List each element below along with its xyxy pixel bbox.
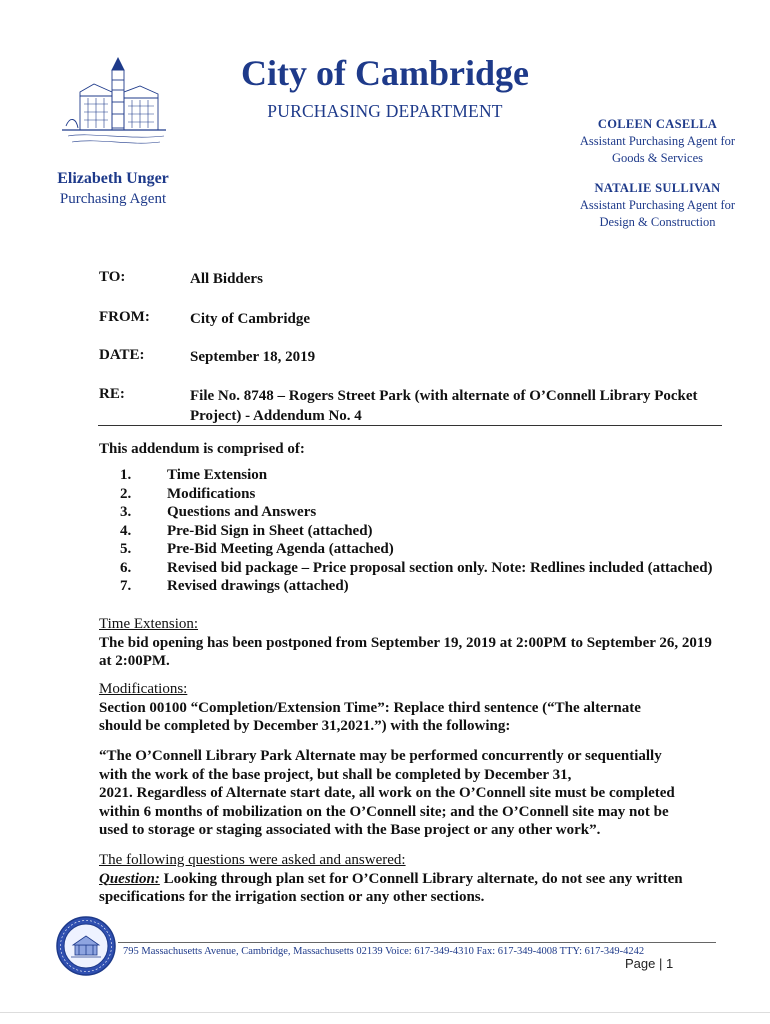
memo-label: RE: [99, 386, 125, 402]
question [99, 870, 729, 889]
page-title: City of Cambridge [241, 53, 529, 93]
paragraph-line: Section 00100 “Completion/Extension Time”: Replace third sentence (“The alternate [99, 699, 641, 716]
paragraph-line: specifications for the irrigation section or any other sections. [99, 889, 485, 905]
paragraph-line: Looking through plan set for O’Connell Library alternate, do not see any written [159, 870, 683, 887]
paragraph-line: at 2:00PM. [99, 653, 170, 669]
department-name: PURCHASING DEPARTMENT [267, 101, 503, 121]
list-item: 1. Time Extension [120, 467, 268, 483]
memo-value: City of Cambridge [190, 311, 310, 327]
section-heading: Modifications: [99, 681, 188, 697]
staff-title: Assistant Purchasing Agent for [579, 198, 736, 212]
paragraph-line: “The O’Connell Library Park Alternate may be performed concurrently or sequentially [99, 748, 662, 764]
divider [98, 425, 722, 426]
paragraph-line: The bid opening has been postponed from September 19, 2019 at 2:00PM to September 26, 2019 [99, 634, 712, 651]
memo-re [99, 386, 720, 426]
addendum-list [120, 466, 713, 596]
list-item: 7. Revised drawings (attached) [120, 578, 349, 594]
staff-title: Assistant Purchasing Agent for [579, 134, 736, 148]
list-item: 4. Pre-Bid Sign in Sheet (attached) [120, 522, 373, 539]
list-item: 6. Revised bid package – Price proposal section only. Note: Redlines included (attached) [120, 559, 713, 576]
page-edge [0, 1012, 770, 1013]
list-item: 2. Modifications [120, 485, 256, 502]
memo-label: TO: [99, 269, 126, 285]
section-heading: The following questions were asked and answered: [99, 852, 406, 868]
replacement-quote [99, 747, 729, 840]
memo-from [99, 309, 720, 329]
qa-section [99, 851, 729, 907]
agent-title: Purchasing Agent [59, 191, 167, 207]
paragraph-line: with the work of the base project, but shall be completed by December 31, [99, 766, 572, 783]
paragraph-line: used to storage or staging associated with the Base project or any other work”. [99, 822, 601, 838]
addendum-intro: This addendum is comprised of: [99, 441, 305, 457]
city-seal [55, 915, 117, 977]
paragraph-line: should be completed by December 31,2021.”) with the following: [99, 718, 511, 734]
list-item: 3. Questions and Answers [120, 504, 317, 520]
memo-label: DATE: [99, 347, 145, 363]
staff-block-goods [555, 116, 760, 167]
memo-value: Project) - Addendum No. 4 [190, 408, 362, 424]
memo-value: File No. 8748 – Rogers Street Park (with alternate of O’Connell Library Pocket [190, 388, 698, 404]
memo-to [99, 269, 720, 289]
time-extension-section [99, 615, 729, 671]
question-label: Question: [99, 870, 160, 887]
footer-address: 795 Massachusetts Avenue, Cambridge, Massachusetts 02139 Voice: 617-349-4310 Fax: 617-349-4008 TTY: 617-349-4242 [123, 946, 645, 957]
staff-name: NATALIE SULLIVAN [594, 181, 721, 195]
staff-name: COLEEN CASELLA [597, 117, 718, 131]
staff-title: Design & Construction [599, 215, 716, 229]
memo-date [99, 347, 720, 367]
section-heading: Time Extension: [99, 616, 199, 632]
staff-block-design [555, 180, 760, 231]
memo-value: September 18, 2019 [190, 349, 316, 365]
staff-title: Goods & Services [612, 151, 703, 165]
footer-divider [118, 942, 716, 943]
paragraph-line: within 6 months of mobilization on the O’Connell site; and the O’Connell site may not be [99, 803, 669, 820]
purchasing-agent-block [38, 170, 188, 208]
list-item: 5. Pre-Bid Meeting Agenda (attached) [120, 541, 394, 557]
modifications-section [99, 680, 729, 736]
page-number: Page | 1 [625, 956, 674, 971]
memo-label: FROM: [99, 309, 150, 325]
memo-value: All Bidders [190, 271, 263, 287]
agent-name: Elizabeth Unger [57, 170, 169, 187]
paragraph-line: 2021. Regardless of Alternate start date, all work on the O’Connell site must be completed [99, 785, 675, 801]
